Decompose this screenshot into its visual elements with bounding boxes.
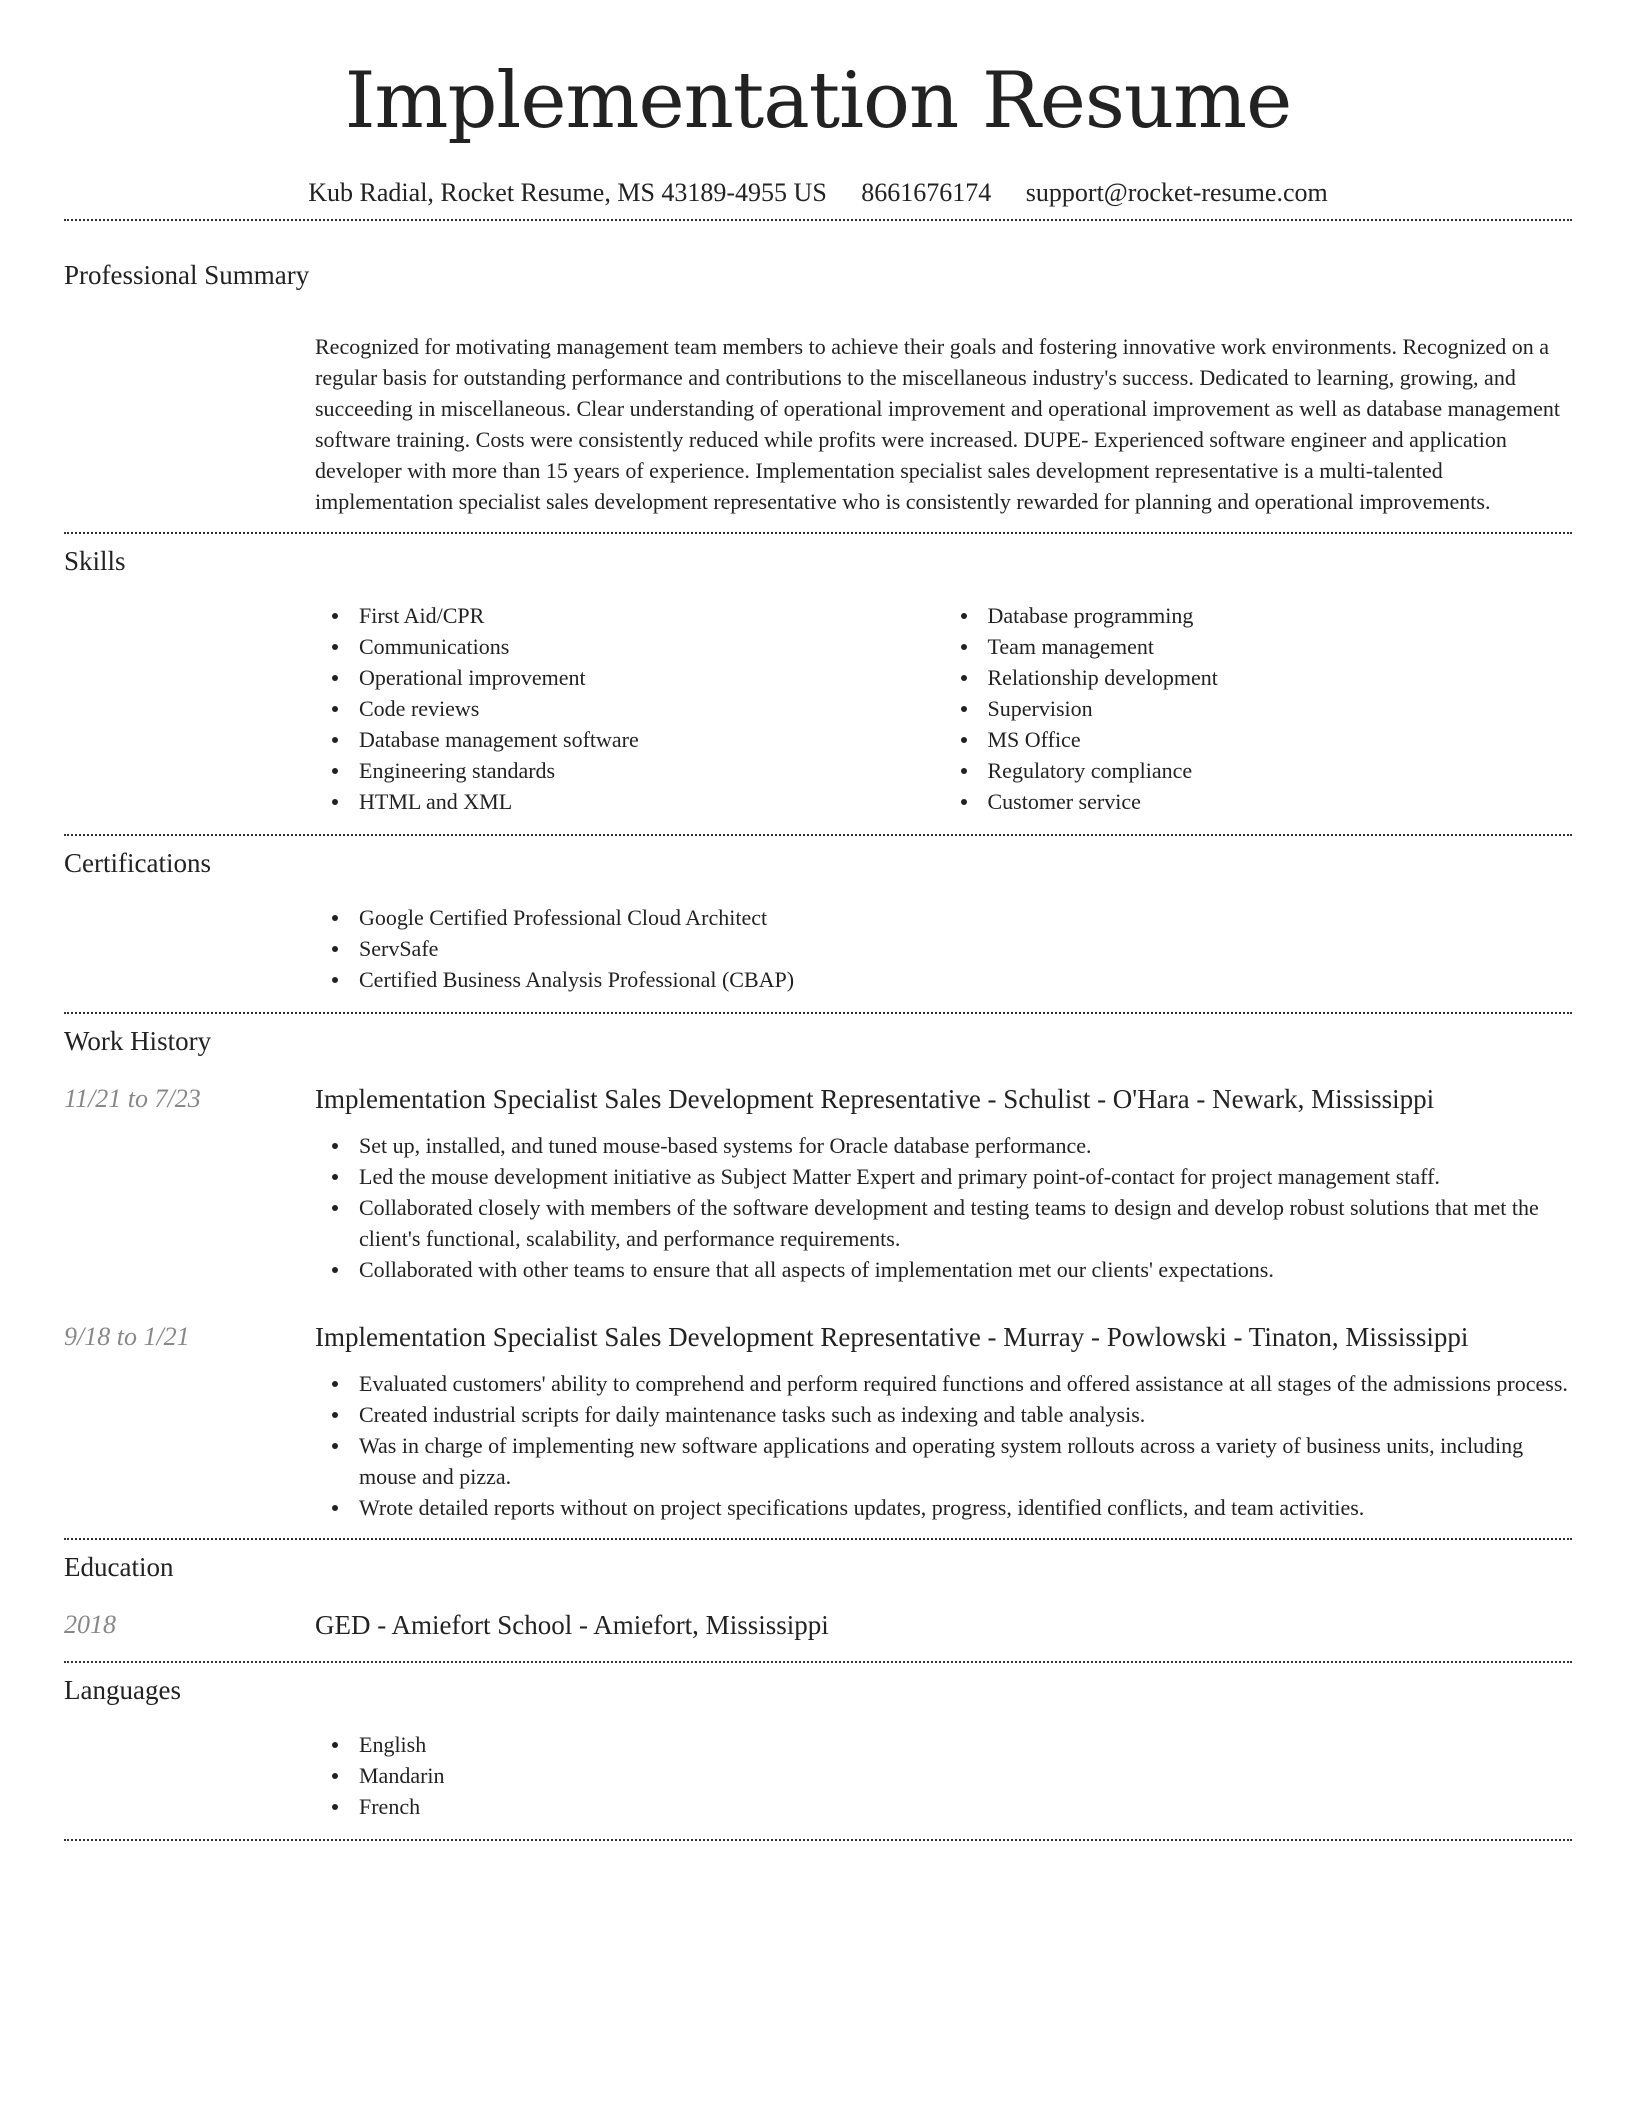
skills-list-left bbox=[315, 600, 944, 817]
education-section bbox=[64, 1540, 1572, 1661]
skills-section bbox=[64, 534, 1572, 834]
skill-item: Supervision bbox=[988, 693, 1573, 724]
work-history-section bbox=[64, 1014, 1572, 1538]
summary-heading: Professional Summary bbox=[64, 260, 310, 290]
certifications-list bbox=[315, 902, 1572, 995]
skills-list-right bbox=[944, 600, 1573, 817]
job-dates: 9/18 to 1/21 bbox=[64, 1322, 190, 1351]
certifications-body bbox=[315, 894, 1572, 1012]
skill-item: Customer service bbox=[988, 786, 1573, 817]
languages-body bbox=[315, 1721, 1572, 1839]
contact-phone: 8661676174 bbox=[861, 178, 992, 207]
job-header-row bbox=[64, 1319, 1572, 1355]
skills-heading: Skills bbox=[64, 546, 126, 576]
job-bullet: Created industrial scripts for daily maintenance tasks such as indexing and table analysis. bbox=[359, 1399, 1572, 1430]
job-header-row bbox=[64, 1081, 1572, 1117]
section-divider bbox=[64, 1839, 1572, 1841]
resume-page bbox=[64, 0, 1572, 1841]
job-heading: Implementation Specialist Sales Development Representative - Murray - Powlowski - Tinaton, Mississippi bbox=[315, 1322, 1469, 1352]
skills-grid bbox=[315, 592, 1572, 834]
skill-item: Team management bbox=[988, 631, 1573, 662]
certification-item: ServSafe bbox=[359, 933, 1572, 964]
education-entry bbox=[64, 1598, 1572, 1661]
skill-item: First Aid/CPR bbox=[359, 600, 944, 631]
skill-item: Operational improvement bbox=[359, 662, 944, 693]
job-bullet: Collaborated closely with members of the software development and testing teams to design and develop robust solutions that met the client's functional, scalability, and performance requirements. bbox=[359, 1192, 1572, 1254]
skill-item: MS Office bbox=[988, 724, 1573, 755]
skill-item: Database management software bbox=[359, 724, 944, 755]
education-heading-line: GED - Amiefort School - Amiefort, Mississippi bbox=[315, 1610, 829, 1640]
job-bullet: Set up, installed, and tuned mouse-based systems for Oracle database performance. bbox=[359, 1130, 1572, 1161]
languages-heading: Languages bbox=[64, 1675, 181, 1705]
skill-item: Database programming bbox=[988, 600, 1573, 631]
education-year: 2018 bbox=[64, 1610, 116, 1639]
skill-item: Code reviews bbox=[359, 693, 944, 724]
job-entry bbox=[64, 1285, 1572, 1538]
job-bullet: Collaborated with other teams to ensure that all aspects of implementation met our clients' expectations. bbox=[359, 1254, 1572, 1285]
resume-title: Implementation Resume bbox=[344, 56, 1292, 146]
education-heading: Education bbox=[64, 1552, 174, 1582]
job-dates: 11/21 to 7/23 bbox=[64, 1084, 201, 1113]
job-bullet: Wrote detailed reports without on project specifications updates, progress, identified conflicts, and team activities. bbox=[359, 1492, 1572, 1523]
certification-item: Google Certified Professional Cloud Architect bbox=[359, 902, 1572, 933]
summary-section bbox=[64, 221, 1572, 532]
skill-item: Relationship development bbox=[988, 662, 1573, 693]
summary-body bbox=[315, 320, 1572, 532]
language-item: French bbox=[359, 1791, 1572, 1822]
certifications-section bbox=[64, 836, 1572, 1012]
skill-item: Engineering standards bbox=[359, 755, 944, 786]
skill-item: Regulatory compliance bbox=[988, 755, 1573, 786]
contact-email: support@rocket-resume.com bbox=[1025, 178, 1328, 207]
languages-list bbox=[315, 1729, 1572, 1822]
language-item: English bbox=[359, 1729, 1572, 1760]
languages-section bbox=[64, 1663, 1572, 1839]
skill-item: Communications bbox=[359, 631, 944, 662]
skill-item: HTML and XML bbox=[359, 786, 944, 817]
job-bullets bbox=[315, 1368, 1572, 1523]
job-heading: Implementation Specialist Sales Development Representative - Schulist - O'Hara - Newark, Mississippi bbox=[315, 1084, 1435, 1114]
job-entry bbox=[64, 1072, 1572, 1285]
language-item: Mandarin bbox=[359, 1760, 1572, 1791]
job-bullet: Evaluated customers' ability to comprehend and perform required functions and offered assistance at all stages of the admissions process. bbox=[359, 1368, 1572, 1399]
contact-address: Kub Radial, Rocket Resume, MS 43189-4955 US bbox=[308, 178, 827, 207]
certifications-heading: Certifications bbox=[64, 848, 211, 878]
job-details bbox=[315, 1355, 1572, 1538]
certification-item: Certified Business Analysis Professional (CBAP) bbox=[359, 964, 1572, 995]
job-bullets bbox=[315, 1130, 1572, 1285]
work-history-heading: Work History bbox=[64, 1026, 212, 1056]
job-bullet: Was in charge of implementing new software applications and operating system rollouts across a variety of business units, including mouse and pizza. bbox=[359, 1430, 1572, 1492]
contact-line bbox=[64, 178, 1572, 218]
summary-text: Recognized for motivating management team members to achieve their goals and fostering innovative work environments. Recognized on a regular basis for outstanding performance and contributions to the miscellaneous industry's success. Dedicated to learning, growing, and succeeding in miscellaneous. Clear understanding of operational improvement and operational improvement as well as database management software training. Costs were consistently reduced while profits were increased. DUPE- Experienced software engineer and application developer with more than 15 years of experience. Implementation specialist sales development representative is a multi-talented implementation specialist sales development representative who is consistently rewarded for planning and operational improvements. bbox=[315, 334, 1561, 514]
job-bullet: Led the mouse development initiative as Subject Matter Expert and primary point-of-contact for project management staff. bbox=[359, 1161, 1572, 1192]
job-details bbox=[315, 1117, 1572, 1285]
